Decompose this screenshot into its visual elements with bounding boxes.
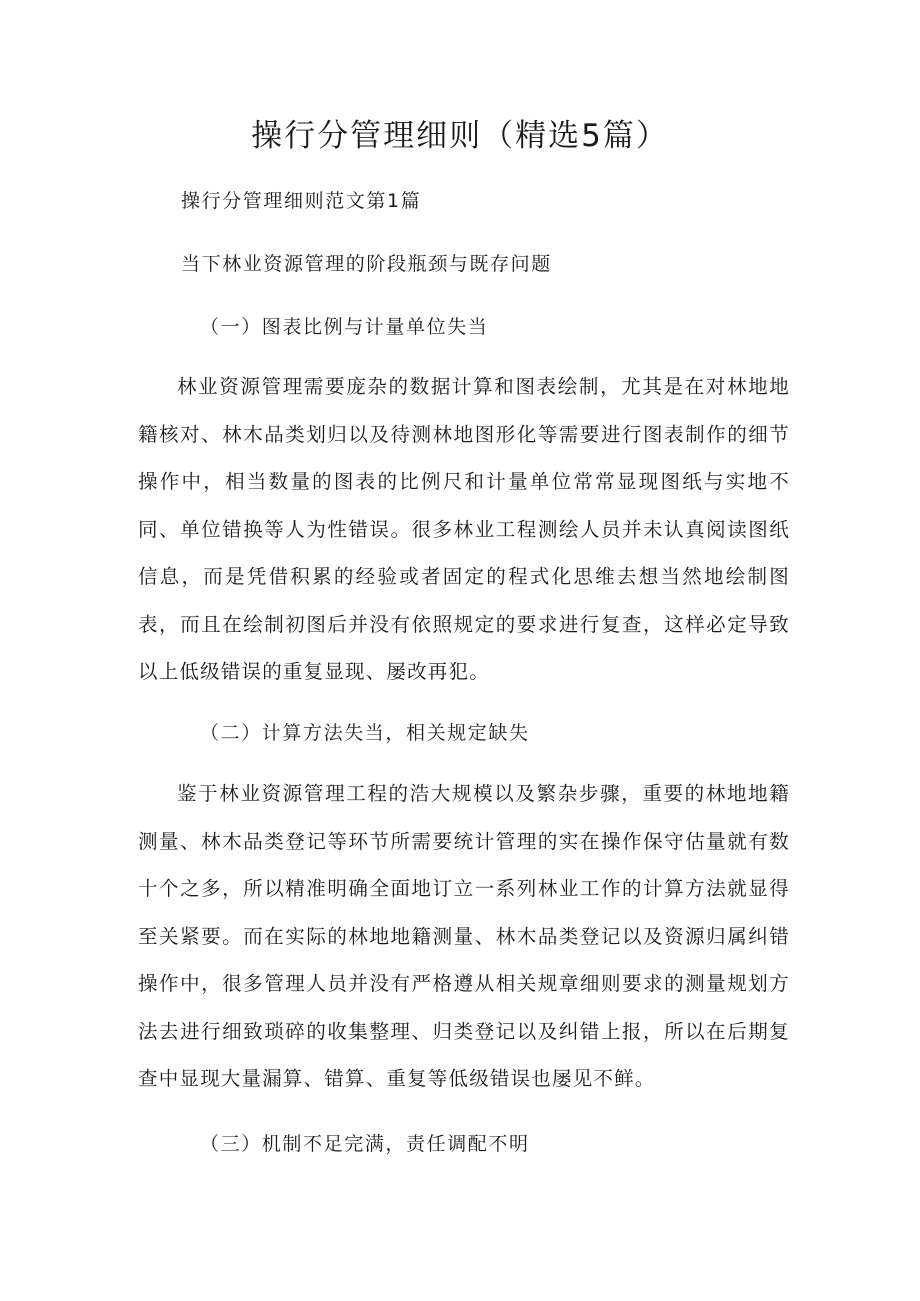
document-subtitle: 操行分管理细则范文第1篇: [181, 190, 422, 212]
subsection-heading-1: （一）图表比例与计量单位失当: [200, 316, 489, 338]
subsection-heading-2: （二）计算方法失当，相关规定缺失: [200, 722, 530, 744]
subsection-heading-3: （三）机制不足完满，责任调配不明: [200, 1133, 530, 1155]
section-heading: 当下林业资源管理的阶段瓶颈与既存问题: [181, 253, 552, 275]
document-title: 操行分管理细则（精选5篇）: [251, 118, 669, 154]
subsection-body-2: 鉴于林业资源管理工程的浩大规模以及繁杂步骤，重要的林地地籍测量、林木品类登记等环节所需要统计管理的实在操作保守估量就有数十个之多，所以精准明确全面地订立一系列林业工作的计算方法就显得至关紧要。而在实际的林地地籍测量、林木品类登记以及资源归属纠错操作中，很多管理人员并没有严格遵从相关规章细则要求的测量规划方法去进行细致琐碎的收集整理、归类登记以及纠错上报，所以在后期复查中显现大量漏算、错算、重复等低级错误也屡见不鲜。: [138, 782, 790, 1090]
subsection-body-1: 林业资源管理需要庞杂的数据计算和图表绘制，尤其是在对林地地籍核对、林木品类划归以及待测林地图形化等需要进行图表制作的细节操作中，相当数量的图表的比例尺和计量单位常常显现图纸与实地不同、单位错换等人为性错误。很多林业工程测绘人员并未认真阅读图纸信息，而是凭借积累的经验或者固定的程式化思维去想当然地绘制图表，而且在绘制初图后并没有依照规定的要求进行复查，这样必定导致以上低级错误的重复显现、屡改再犯。: [138, 375, 790, 683]
